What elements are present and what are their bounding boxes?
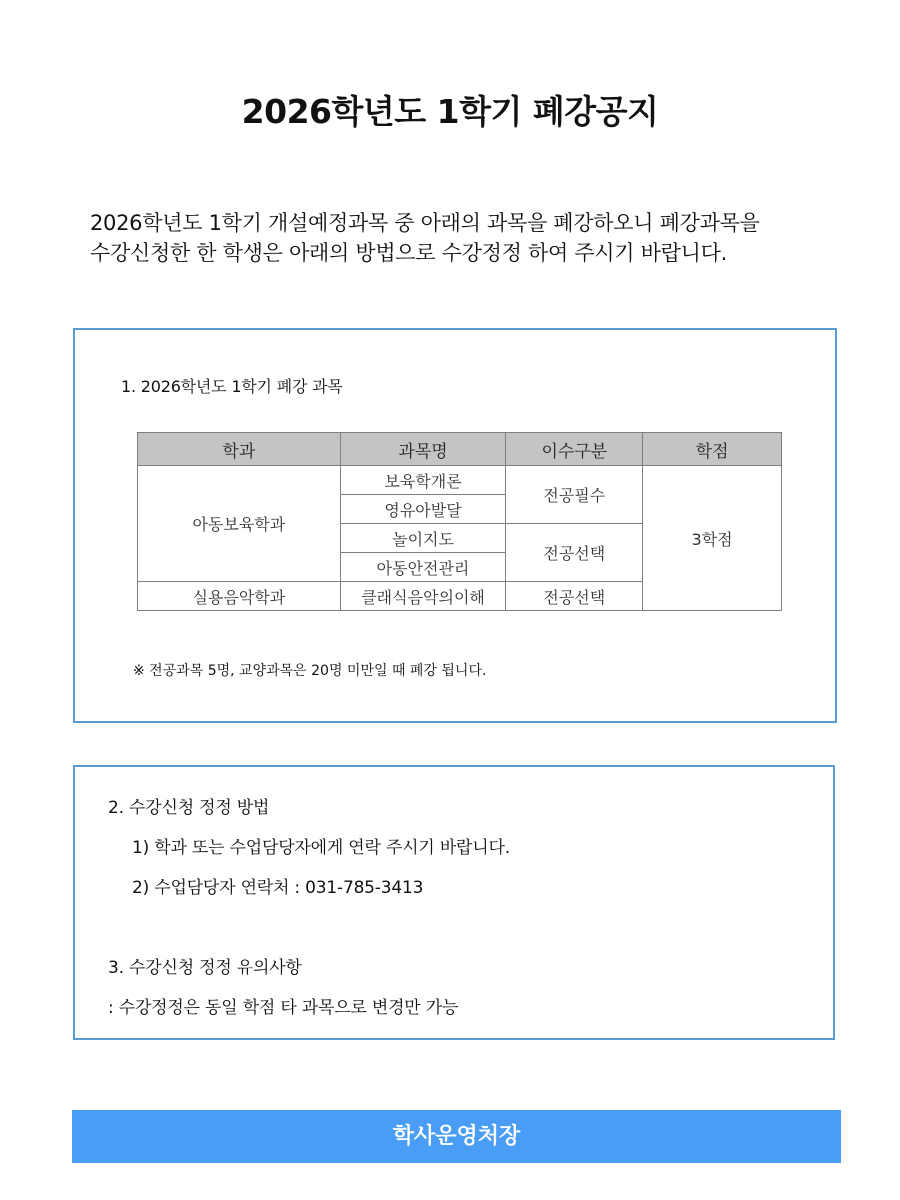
type-cell: 전공선택 [506, 524, 643, 582]
intro-line-2: 수강신청한 한 학생은 아래의 방법으로 수강정정 하여 주시기 바랍니다. [90, 241, 727, 265]
header-type: 이수구분 [506, 433, 643, 466]
type-cell: 전공필수 [506, 466, 643, 524]
intro-paragraph [90, 208, 830, 268]
closed-courses-section [73, 328, 837, 723]
section2-item-1: 1) 학과 또는 수업담당자에게 연락 주시기 바랍니다. [132, 838, 510, 858]
correction-info-section [73, 765, 835, 1040]
section3-item-1: : 수강정정은 동일 학점 타 과목으로 변경만 가능 [108, 998, 459, 1018]
type-cell: 전공선택 [506, 582, 643, 611]
intro-line-1: 2026학년도 1학기 개설예정과목 중 아래의 과목을 폐강하오니 폐강과목을 [90, 211, 760, 235]
course-cell: 보육학개론 [340, 466, 506, 495]
section1-heading: 1. 2026학년도 1학기 폐강 과목 [121, 377, 343, 396]
page-title: 2026학년도 1학기 폐강공지 [241, 92, 659, 131]
section2-heading: 2. 수강신청 정정 방법 [108, 798, 270, 818]
header-course: 과목명 [340, 433, 506, 466]
dept-cell: 아동보육학과 [138, 466, 341, 582]
section2-item-2: 2) 수업담당자 연락처 : 031-785-3413 [132, 878, 424, 898]
header-dept: 학과 [138, 433, 341, 466]
dept-cell: 실용음악학과 [138, 582, 341, 611]
course-cell: 클래식음악의이해 [340, 582, 506, 611]
table-row [138, 466, 782, 495]
course-cell: 아동안전관리 [340, 553, 506, 582]
closure-criteria-note: ※ 전공과목 5명, 교양과목은 20명 미만일 때 폐강 됩니다. [133, 663, 487, 679]
table-header-row [138, 433, 782, 466]
closed-courses-table [137, 432, 782, 611]
course-cell: 영유아발달 [340, 495, 506, 524]
section3-heading: 3. 수강신청 정정 유의사항 [108, 958, 302, 978]
header-credit: 학점 [643, 433, 782, 466]
credit-cell: 3학점 [643, 466, 782, 611]
signature-banner: 학사운영처장 [72, 1110, 841, 1163]
course-cell: 놀이지도 [340, 524, 506, 553]
